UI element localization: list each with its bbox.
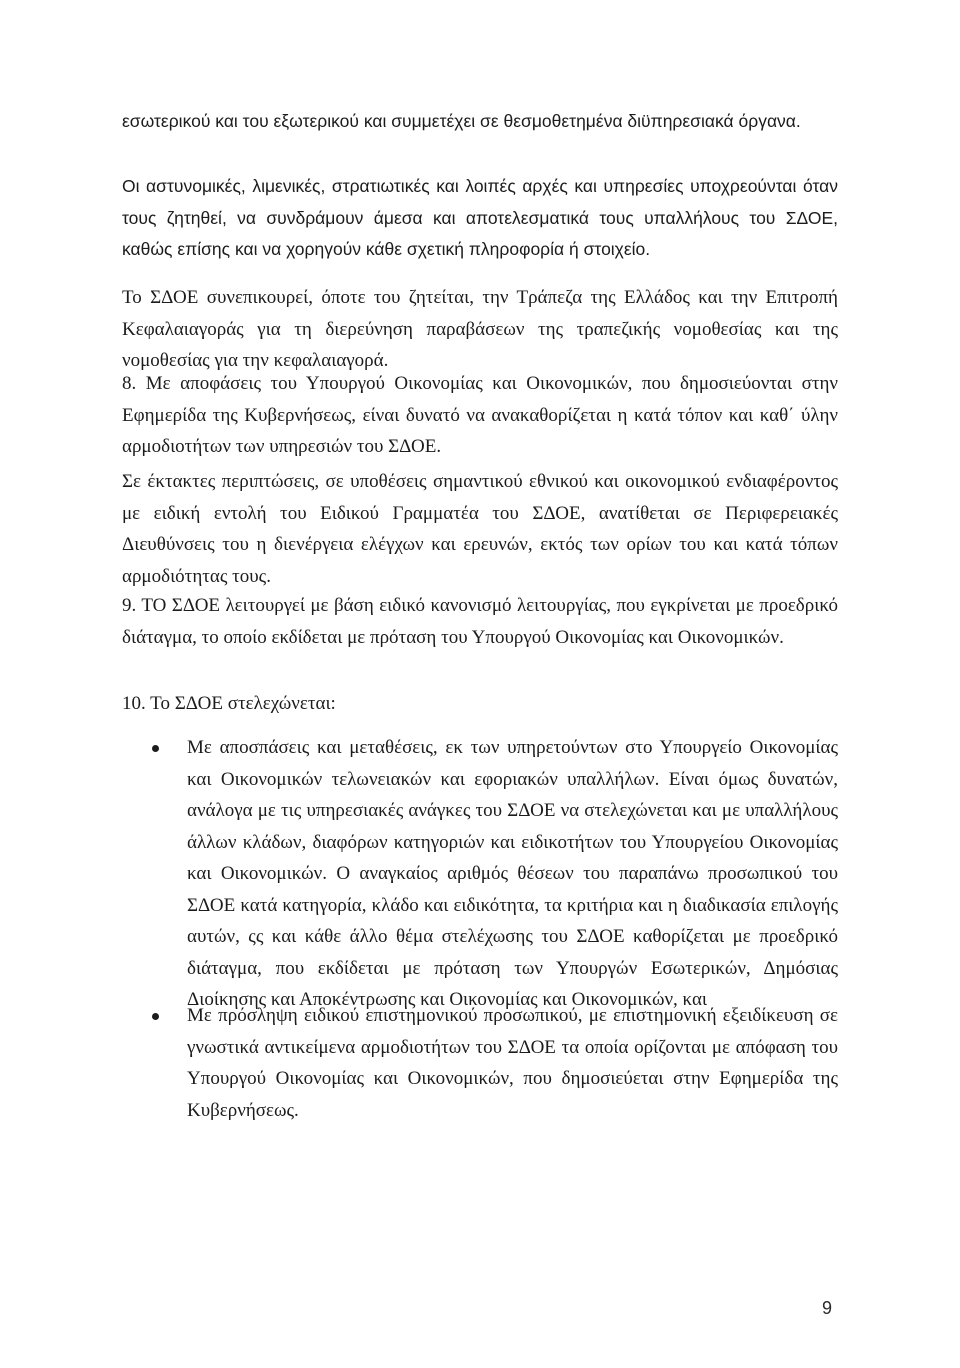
paragraph-section-8: 8. Με αποφάσεις του Υπουργού Οικονομίας και Οικονομικών, που δημοσιεύονται στην Εφημερίδα της Κυβερνήσεως, είναι δυνατό να ανακαθορίζεται η κατά τόπον και καθ΄ ύλην αρμοδιοτήτων των υπηρεσιών του ΣΔΟΕ. bbox=[122, 373, 838, 457]
paragraph-intro: εσωτερικού και του εξωτερικού και συμμετέχει σε θεσμοθετημένα διϋπηρεσιακά όργανα. bbox=[122, 111, 801, 131]
bullet-point-icon bbox=[152, 745, 159, 752]
paragraph-exceptional-cases: Σε έκτακτες περιπτώσεις, σε υποθέσεις σημαντικού εθνικού και οικονομικού ενδιαφέροντος με ειδική εντολή του Ειδικού Γραμματέα του ΣΔΟΕ, ανατίθεται σε Περιφερειακές Διευθύνσεις του η διενέργεια ελέγχων και ερευνών, εκτός των ορίων του και κατά τόπων αρμοδιότητας τους. bbox=[122, 471, 838, 587]
bullet-text: Με πρόσληψη ειδικού επιστημονικού προσωπικού, με επιστημονική εξειδίκευση σε γνωστικά αντικείμενα αρμοδιοτήτων του ΣΔΟΕ τα οποία ορίζονται με απόφαση του Υπουργού Οικονομίας και Οικονομικών, που δημοσιεύεται στην Εφημερίδα της Κυβερνήσεως. bbox=[187, 1005, 838, 1121]
paragraph-section-10: 10. Το ΣΔΟΕ στελεχώνεται: bbox=[122, 693, 336, 714]
bullet-text: Με αποσπάσεις και μεταθέσεις, εκ των υπηρετούντων στο Υπουργείο Οικονομίας και Οικονομικών τελωνειακών και εφοριακών υπαλλήλων. Είναι όμως δυνατών, ανάλογα με τις υπηρεσιακές ανάγκες του ΣΔΟΕ να στελεχώνεται και με υπαλλήλους άλλων κλάδων, διαφόρων κατηγοριών και ειδικοτήτων του Υπουργείου Οικονομίας και Οικονομικών. Ο αναγκαίος αριθμός θέσεων του παραπάνω προσωπικού του ΣΔΟΕ κατά κατηγορία, κλάδο και ειδικότητα, τα κριτήρια και η διαδικασία επιλογής αυτών, ςς και κάθε άλλο θέμα στελέχωσης του ΣΔΟΕ καθορίζεται με προεδρικό διάταγμα, που εκδίδεται με πρόταση των Υπουργών Εσωτερικών, Δημόσιας Διοίκησης και Αποκέντρωσης και Οικονομίας και Οικονομικών, και bbox=[187, 737, 838, 1010]
paragraph-authorities: Οι αστυνομικές, λιμενικές, στρατιωτικές και λοιπές αρχές και υπηρεσίες υποχρεούνται όταν τους ζητηθεί, να συνδράμουν άμεσα και αποτελεσματικά τους υπαλλήλους του ΣΔΟΕ, καθώς επίσης και να χορηγούν κάθε σχετική πληροφορία ή στοιχείο. bbox=[122, 176, 838, 259]
bullet-point-icon bbox=[152, 1013, 159, 1020]
page-number: 9 bbox=[821, 1298, 832, 1318]
paragraph-cooperation: Το ΣΔΟΕ συνεπικουρεί, όποτε του ζητείται, την Τράπεζα της Ελλάδος και την Επιτροπή Κεφαλαιαγοράς για τη διερεύνηση παραβάσεων της τραπεζικής νομοθεσίας και της νομοθεσίας για την κεφαλαιαγορά. bbox=[122, 287, 838, 371]
paragraph-section-9: 9. ΤΟ ΣΔΟΕ λειτουργεί με βάση ειδικό κανονισμό λειτουργίας, που εγκρίνεται με προεδρικό διάταγμα, το οποίο εκδίδεται με πρόταση του Υπουργού Οικονομίας και Οικονομικών. bbox=[122, 595, 838, 648]
staffing-bullet-item bbox=[152, 1000, 838, 1126]
staffing-bullet-item bbox=[152, 732, 838, 1016]
